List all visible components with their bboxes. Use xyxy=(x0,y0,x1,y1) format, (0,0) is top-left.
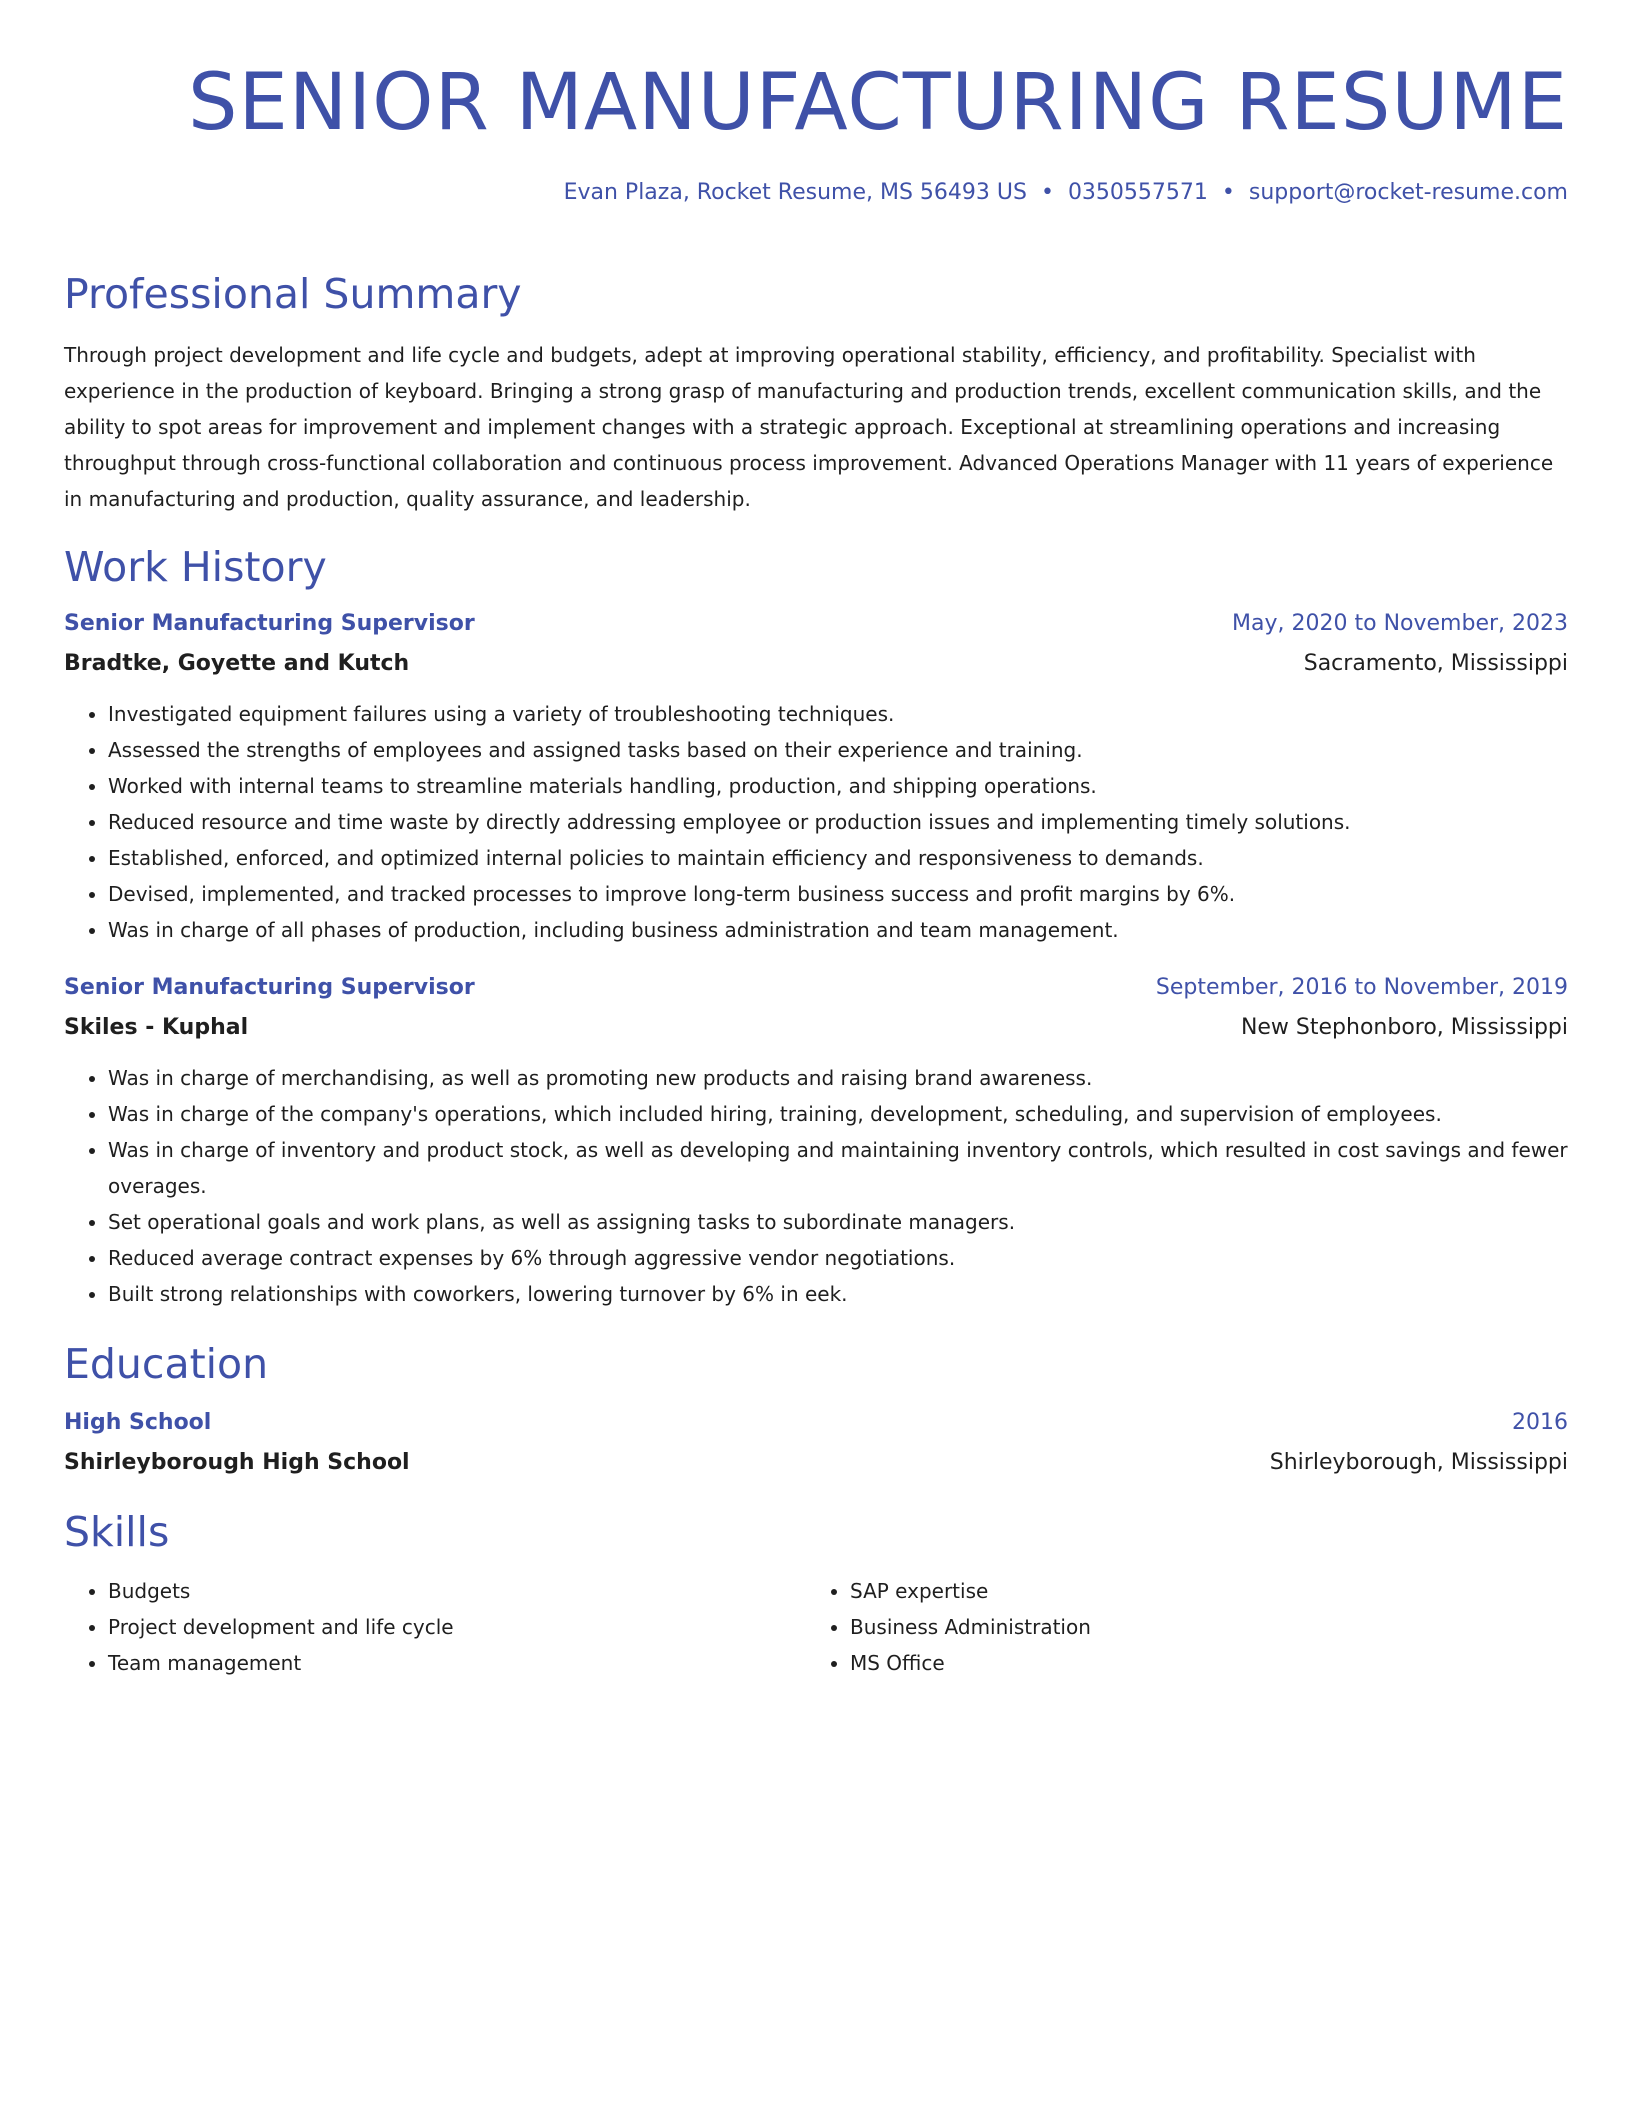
skill-item: • Project development and life cycle xyxy=(108,1609,806,1645)
skill-item: • Team management xyxy=(108,1645,806,1681)
education-year: 2016 xyxy=(1512,1410,1568,1435)
job-entry xyxy=(64,970,1568,1312)
skill-item: • SAP expertise xyxy=(850,1573,1548,1609)
job-bullets xyxy=(64,1060,1568,1312)
summary-heading: Professional Summary xyxy=(64,270,522,318)
job-company: Skiles - Kuphal xyxy=(64,1015,249,1040)
job-bullet: • Set operational goals and work plans, as well as assigning tasks to subordinate managers. xyxy=(108,1204,1568,1240)
job-bullet: • Built strong relationships with coworkers, lowering turnover by 6% in eek. xyxy=(108,1276,1568,1312)
contact-email[interactable]: support@rocket-resume.com xyxy=(1248,180,1568,205)
job-bullet: • Assessed the strengths of employees and assigned tasks based on their experience and training. xyxy=(108,732,1568,768)
job-bullet: • Was in charge of the company's operations, which included hiring, training, development, scheduling, and supervision of employees. xyxy=(108,1096,1568,1132)
job-title-row xyxy=(64,606,1568,642)
contact-separator: • xyxy=(1221,180,1235,205)
education-location: Shirleyborough, Mississippi xyxy=(1269,1450,1568,1475)
job-dates: May, 2020 to November, 2023 xyxy=(1232,611,1568,636)
job-company: Bradtke, Goyette and Kutch xyxy=(64,651,410,676)
resume-page xyxy=(64,0,1568,1681)
job-location: Sacramento, Mississippi xyxy=(1303,651,1568,676)
education-degree: High School xyxy=(64,1410,212,1435)
skill-item: • Budgets xyxy=(108,1573,806,1609)
work-history-heading: Work History xyxy=(64,543,327,591)
contact-address: Evan Plaza, Rocket Resume, MS 56493 US xyxy=(563,180,1027,205)
job-location: New Stephonboro, Mississippi xyxy=(1240,1015,1568,1040)
resume-title: SENIOR MANUFACTURING RESUME xyxy=(188,58,1568,148)
job-bullet: • Reduced resource and time waste by directly addressing employee or production issues and implementing timely solutions. xyxy=(108,804,1568,840)
job-bullets xyxy=(64,696,1568,948)
job-bullet: • Investigated equipment failures using a variety of troubleshooting techniques. xyxy=(108,696,1568,732)
skills-list xyxy=(64,1573,806,1681)
skills-list xyxy=(806,1573,1548,1681)
job-bullet: • Was in charge of all phases of production, including business administration and team management. xyxy=(108,912,1568,948)
job-company-row xyxy=(64,646,1568,682)
contact-phone: 0350557571 xyxy=(1067,180,1208,205)
skills-column-left xyxy=(64,1573,806,1681)
job-bullet: • Reduced average contract expenses by 6% through aggressive vendor negotiations. xyxy=(108,1240,1568,1276)
skills-grid xyxy=(64,1573,1568,1681)
job-bullet: • Was in charge of inventory and product stock, as well as developing and maintaining inventory controls, which resulted in cost savings and fewer overages. xyxy=(108,1132,1568,1204)
skills-heading: Skills xyxy=(64,1508,170,1556)
resume-header xyxy=(64,56,1568,208)
skill-item: • MS Office xyxy=(850,1645,1548,1681)
skill-item: • Business Administration xyxy=(850,1609,1548,1645)
job-bullet: • Worked with internal teams to streamline materials handling, production, and shipping operations. xyxy=(108,768,1568,804)
job-bullet: • Was in charge of merchandising, as well as promoting new products and raising brand awareness. xyxy=(108,1060,1568,1096)
job-title-row xyxy=(64,970,1568,1006)
education-school-row xyxy=(64,1445,1568,1481)
job-bullet: • Devised, implemented, and tracked processes to improve long-term business success and profit margins by 6%. xyxy=(108,876,1568,912)
education-entry xyxy=(64,1405,1568,1481)
job-title: Senior Manufacturing Supervisor xyxy=(64,611,475,636)
skills-column-right xyxy=(806,1573,1548,1681)
job-entry xyxy=(64,606,1568,948)
education-degree-row xyxy=(64,1405,1568,1441)
job-dates: September, 2016 to November, 2019 xyxy=(1155,975,1568,1000)
contact-separator: • xyxy=(1040,180,1054,205)
education-heading: Education xyxy=(64,1340,269,1388)
job-title: Senior Manufacturing Supervisor xyxy=(64,975,475,1000)
education-school: Shirleyborough High School xyxy=(64,1450,410,1475)
job-company-row xyxy=(64,1010,1568,1046)
summary-text: Through project development and life cycle and budgets, adept at improving operational stability, efficiency, and profitability. Specialist with experience in the production of keyboard. Bringing a strong grasp of manufacturing and production trends, excellent communication skills, and the ability to spot areas for improvement and implement changes with a strategic approach. Exceptional at streamlining operations and increasing throughput through cross-functional collaboration and continuous process improvement. Advanced Operations Manager with 11 years of experience in manufacturing and production, quality assurance, and leadership. xyxy=(64,343,1554,511)
contact-line xyxy=(64,178,1568,208)
job-bullet: • Established, enforced, and optimized internal policies to maintain efficiency and responsiveness to demands. xyxy=(108,840,1568,876)
